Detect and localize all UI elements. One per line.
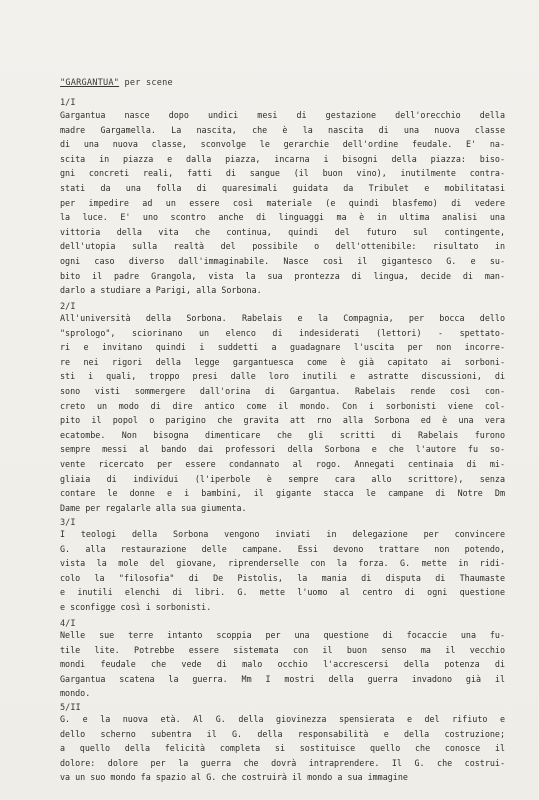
scene-paragraph xyxy=(60,628,505,701)
scene-number: 3/I xyxy=(60,518,76,528)
text-line: vente ricercato per essere condannato al rogo. Annegati centinaia di mi- xyxy=(60,458,505,469)
text-line: "sprologo", sciorinano un elenco di indesiderati (lettori) - spettato- xyxy=(60,327,505,338)
text-line: e sconfigge così i sorbonisti. xyxy=(60,601,212,612)
text-line: vittoria della vita che continua, quindi del futuro sul contingente, xyxy=(60,226,505,237)
text-line: re nei rigori della legge gargantuesca come è già capitato ai sorboni- xyxy=(60,356,505,367)
text-line: gliaia di individui (l'iperbole è sempre cara allo scrittore), senza xyxy=(60,473,505,484)
text-line: stati da una folla di quaresimali guidata da Tribulet e mobilitatasi xyxy=(60,182,505,193)
scene-number: 4/I xyxy=(60,619,76,629)
text-line: pito il popol o parigino che gravita att rno alla Sorbona ed è una vera xyxy=(60,415,505,426)
text-line: sempre messi al bando dai professori della Sorbona e che l'autore fu so- xyxy=(60,444,505,455)
text-line: colo la "filosofia" di De Pistolis, la mania di disputa di Thaumaste xyxy=(60,572,505,583)
text-line: gni concreti reali, fatti di sangue (il buon vino), inutilmente contra- xyxy=(60,168,505,179)
text-line: Gargantua scatena la guerra. Mm I mostri della guerra invadono già il xyxy=(60,673,505,684)
text-line: Gargantua nasce dopo undici mesi di gestazione dell'orecchio della xyxy=(60,110,505,120)
scene-paragraph xyxy=(60,311,505,515)
text-line: per impedire ad un essere così materiale (e quindi blasfemo) di vedere xyxy=(60,197,505,208)
text-line: dolore: dolore per la guerra che dovrà intraprendere. Il G. che costrui- xyxy=(60,757,505,768)
text-line: ri e invitano quindi i suddetti a guadagnare l'uscita per non incorre- xyxy=(60,342,505,353)
scene-paragraph xyxy=(60,712,505,785)
text-line: scita in piazza e dalla piazza, incarna i bisogni della piazza: biso- xyxy=(60,153,505,164)
text-line: Dame per regalarle alla sua giumenta. xyxy=(60,502,247,513)
text-line: dell'utopia sulla realtà del possibile o dell'ottenibile: risultato in xyxy=(60,241,505,252)
text-line: vista la mole del giovane, riprenderselle con la forza. G. mette in ridi- xyxy=(60,558,505,569)
text-line: ogni caso diverso dall'immaginabile. Nasce così il gigantesco G. e su- xyxy=(60,255,505,266)
text-line: a quello della felicità completa si sostituisce quello che conosce il xyxy=(60,743,505,754)
text-line: e inutili elenchi di libri. G. mette l'uomo al centro di ogni questione xyxy=(60,587,505,598)
text-line: la luce. E' uno scontro anche di linguaggi ma è in ultima analisi una xyxy=(60,212,505,223)
text-line: darlo a studiare a Parigi, alla Sorbona. xyxy=(60,285,262,296)
text-line: dello scherno subentra il G. della responsabilità e della costruzione; xyxy=(60,728,505,739)
scene-number: 5/II xyxy=(60,703,81,713)
text-line: G. e la nuova età. Al G. della giovinezza spensierata e del rifiuto e xyxy=(60,714,505,724)
text-line: sono visti sommergere dall'orina di Gargantua. Rabelais rende così con- xyxy=(60,385,505,396)
text-line: All'università della Sorbona. Rabelais e la Compagnia, per bocca dello xyxy=(60,313,505,323)
text-line: sti i quali, troppo presi dalle loro inutili e astratte discussioni, di xyxy=(60,371,505,382)
scene-paragraph xyxy=(60,527,505,615)
text-line: madre Gargamella. La nascita, che è la nascita di una nuova classe xyxy=(60,124,505,135)
text-line: contare le donne e i bambini, il gigante stacca le campane di Notre Dm xyxy=(60,488,505,499)
text-line: va un suo mondo fa spazio al G. che costruirà il mondo a sua immagine xyxy=(60,772,408,783)
text-line: bito il padre Grangola, vista la sua prontezza di lingua, decide di man- xyxy=(60,270,505,281)
text-line: tile lite. Potrebbe essere sistemata con il buon senso ma il vecchio xyxy=(60,644,505,655)
document-title xyxy=(60,78,173,88)
scene-number: 2/I xyxy=(60,302,76,312)
text-line: Nelle sue terre intanto scoppia per una questione di focaccie una fu- xyxy=(60,630,505,640)
text-line: I teologi della Sorbona vengono inviati in delegazione per convincere xyxy=(60,529,505,539)
text-line: di una nuova classe, sconvolge le gerarchie dell'ordine feudale. E' na- xyxy=(60,139,505,150)
scene-paragraph xyxy=(60,108,505,298)
text-line: mondo. xyxy=(60,688,91,699)
text-line: G. alla restaurazione delle campane. Essi devono trattare non potendo, xyxy=(60,543,505,554)
text-line: mondi feudale che vede di malo occhio l'accrescersi della potenza di xyxy=(60,659,505,670)
text-line: creto un modo di dire antico come il mondo. Con i sorbonisti viene col- xyxy=(60,400,505,411)
title-suffix: per scene xyxy=(119,78,173,88)
text-line: ecatombe. Non bisogna dimenticare che gli scritti di Rabelais furono xyxy=(60,429,505,440)
title-work-name: "GARGANTUA" xyxy=(60,78,120,88)
scene-number: 1/I xyxy=(60,98,76,108)
